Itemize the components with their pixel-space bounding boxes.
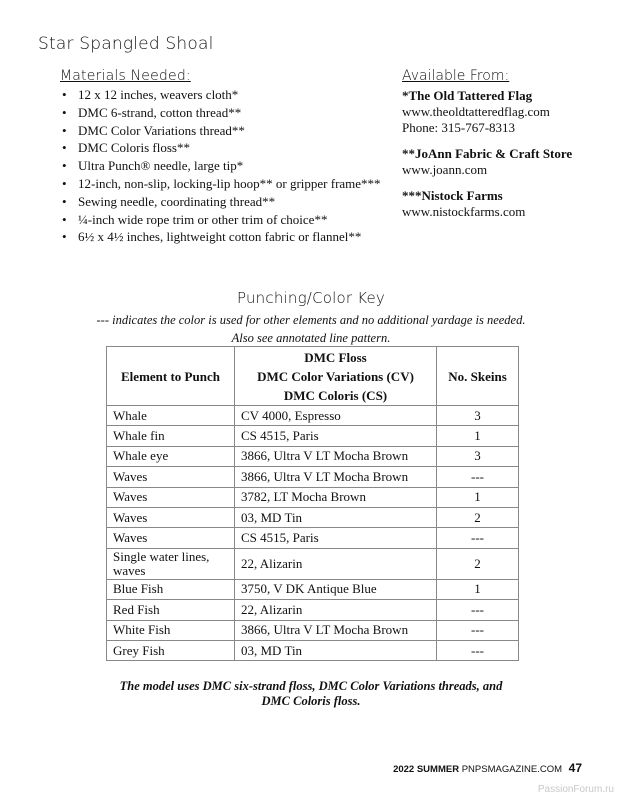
skeins-cell: ---: [437, 640, 519, 660]
table-row: [107, 467, 519, 487]
floss-cell: CS 4515, Paris: [235, 426, 437, 446]
issue-label: 2022 SUMMER: [393, 764, 460, 775]
table-row: [107, 446, 519, 466]
footnote-line: The model uses DMC six-strand floss, DMC Color Variations threads, and: [119, 679, 503, 693]
materials-heading: Materials Needed:: [60, 68, 191, 84]
store-website: www.joann.com: [402, 162, 488, 177]
floss-cell: 3866, Ultra V LT Mocha Brown: [235, 620, 437, 640]
color-key-title: Punching/Color Key: [236, 289, 385, 307]
floss-cell: CV 4000, Espresso: [235, 406, 437, 426]
skeins-cell: ---: [437, 620, 519, 640]
table-row: [107, 406, 519, 426]
header-floss: [235, 347, 437, 406]
header-floss-line: DMC Color Variations (CV): [257, 368, 414, 384]
available-from: [402, 68, 572, 220]
element-cell: Waves: [107, 487, 235, 507]
element-cell: Single water lines, waves: [107, 548, 235, 579]
table-row: [107, 640, 519, 660]
skeins-cell: 1: [437, 579, 519, 599]
header-floss-line: DMC Coloris (CS): [283, 387, 388, 403]
page-title: Star Spangled Shoal: [38, 34, 214, 54]
element-cell: Waves: [107, 467, 235, 487]
materials-item: • 12-inch, non-slip, locking-lip hoop** or gripper frame***: [60, 175, 381, 193]
skeins-cell: 2: [437, 548, 519, 579]
skeins-cell: 3: [437, 446, 519, 466]
skeins-cell: 2: [437, 507, 519, 527]
skeins-cell: ---: [437, 528, 519, 548]
store-name: *The Old Tattered Flag: [402, 88, 533, 103]
floss-cell: 3866, Ultra V LT Mocha Brown: [235, 446, 437, 466]
materials-item: • ¼-inch wide rope trim or other trim of choice**: [60, 211, 381, 229]
element-cell: Whale: [107, 406, 235, 426]
floss-cell: 3866, Ultra V LT Mocha Brown: [235, 467, 437, 487]
skeins-cell: 1: [437, 426, 519, 446]
floss-cell: 03, MD Tin: [235, 640, 437, 660]
store-website: www.nistockfarms.com: [402, 204, 526, 219]
materials-item: • DMC Color Variations thread**: [60, 122, 381, 140]
element-cell: Waves: [107, 528, 235, 548]
store-phone: Phone: 315-767-8313: [402, 120, 516, 135]
table-row: [107, 600, 519, 620]
table-header-row: [107, 347, 519, 406]
watermark: PassionForum.ru: [537, 784, 614, 795]
table-row: [107, 620, 519, 640]
table-row: [107, 548, 519, 579]
floss-cell: 3750, V DK Antique Blue: [235, 579, 437, 599]
skeins-cell: ---: [437, 600, 519, 620]
floss-cell: 22, Alizarin: [235, 548, 437, 579]
store-name: ***Nistock Farms: [402, 188, 503, 203]
element-cell: Whale fin: [107, 426, 235, 446]
key-note: Also see annotated line pattern.: [231, 331, 391, 345]
skeins-cell: 3: [437, 406, 519, 426]
materials-item: • Ultra Punch® needle, large tip*: [60, 157, 381, 175]
table-row: [107, 487, 519, 507]
site-label: PNPSMAGAZINE.COM: [461, 764, 562, 775]
skeins-cell: ---: [437, 467, 519, 487]
element-cell: Grey Fish: [107, 640, 235, 660]
element-cell: Waves: [107, 507, 235, 527]
table-footnote: [0, 679, 622, 709]
available-heading: Available From:: [402, 68, 510, 84]
table-row: [107, 579, 519, 599]
table-row: [107, 528, 519, 548]
header-element: Element to Punch: [107, 347, 235, 406]
color-key-table: [106, 346, 519, 661]
header-skeins: No. Skeins: [437, 347, 519, 406]
table-row: [107, 507, 519, 527]
floss-cell: 3782, LT Mocha Brown: [235, 487, 437, 507]
materials-item: • DMC Coloris floss**: [60, 139, 381, 157]
materials-item: • 12 x 12 inches, weavers cloth*: [60, 86, 381, 104]
element-cell: Blue Fish: [107, 579, 235, 599]
materials-item: • Sewing needle, coordinating thread**: [60, 193, 381, 211]
element-cell: Whale eye: [107, 446, 235, 466]
key-note: --- indicates the color is used for other elements and no additional yardage is needed.: [96, 313, 526, 327]
floss-cell: 22, Alizarin: [235, 600, 437, 620]
page-footer: [393, 761, 582, 775]
store-name: **JoAnn Fabric & Craft Store: [402, 146, 573, 161]
element-cell: Red Fish: [107, 600, 235, 620]
header-floss-line: DMC Floss: [304, 349, 367, 365]
materials-item: • DMC 6-strand, cotton thread**: [60, 104, 381, 122]
materials-item: • 6½ x 4½ inches, lightweight cotton fabric or flannel**: [60, 228, 381, 246]
floss-cell: CS 4515, Paris: [235, 528, 437, 548]
store-website: www.theoldtatteredflag.com: [402, 104, 550, 119]
footnote-line: DMC Coloris floss.: [261, 694, 361, 708]
table-row: [107, 426, 519, 446]
element-cell: White Fish: [107, 620, 235, 640]
floss-cell: 03, MD Tin: [235, 507, 437, 527]
materials-list: [60, 86, 381, 246]
page-number: 47: [568, 761, 582, 775]
skeins-cell: 1: [437, 487, 519, 507]
